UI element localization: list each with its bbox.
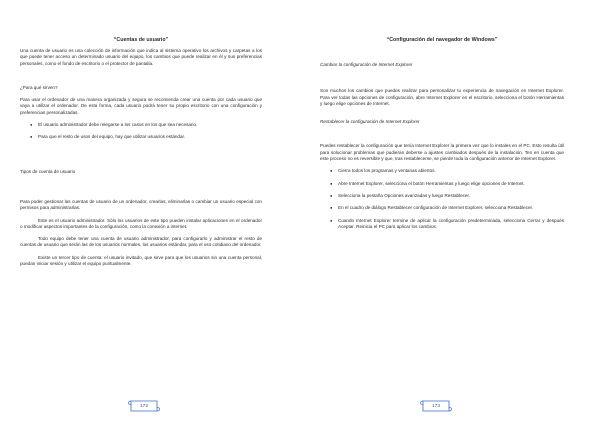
list-item: ● Cierra todos los programas y ventanas abiertos. xyxy=(331,168,564,174)
subheading-change-config: Cambiar la configuración de Internet Explorer xyxy=(320,62,413,67)
list-item: ● El usuario administrador debe relegarse a los casos en los que sea necesario. xyxy=(31,122,262,128)
list-item: ● Para que el resto de usos del equipo, hay que utilizar usuarios estándar. xyxy=(31,134,262,140)
subheading-reset-config: Restablecer la configuración de Internet Explorer xyxy=(320,119,420,125)
page-number-banner xyxy=(420,399,452,413)
page-title: “Configuración del navegador de Windows” xyxy=(386,37,498,43)
list-item: ● Cuando Internet Explorer termine de aplicar la configuración predeterminada, selecciona Cerrar y después Aceptar. Reinicia el PC para aplicar los cambios. xyxy=(331,218,564,231)
question-heading: ¿Para qué sirven? xyxy=(20,84,58,90)
intro-paragraph: Una cuenta de usuario es una colección de información que indica al sistema operativo los archivos y carpetas a los que puede tener acceso un determinado usuario del equipo, los cambios que puede realizar en él y sus preferencias personales, como el fondo de escritorio o el protector de pantalla. xyxy=(20,48,262,66)
page-title: “Cuentas de usuario” xyxy=(113,37,169,43)
left-page xyxy=(20,0,262,424)
recommendation-list xyxy=(20,122,262,141)
list-item: ● Abre Internet Explorer, selecciona el botón Herramientas y luego elige opciones de Internet. xyxy=(331,181,564,187)
left-page-body xyxy=(20,48,262,267)
right-page-body xyxy=(320,48,564,230)
reset-config-paragraph: Puedes restablecer la configuración que tenía Internet Explorer la primera vez que lo instales en el PC. Esto resulta útil para solucionar problemas que pudieran deberse a ajustes cambiados después de la instalación. Ten en cuenta que este proceso no es reversible y que, tras restablecerse, se pierde toda la configuración anterior de Internet Explorer. xyxy=(320,143,564,162)
types-intro-paragraph: Para poder gestionar las cuentas de usuario de un ordenador, crearlas, eliminarlas o cambiar un usuario especial con permisos para administrarlas. xyxy=(20,198,262,211)
section-heading: Tipos de cuenta de usuario xyxy=(20,168,76,174)
purpose-paragraph: Para usar el ordenador de una manera organizada y segura se recomienda crear una cuenta por cada usuario que vaya a utilizar el ordenador. De esta forma, cada usuario podrá tener su propio escritorio con una configuración y preferencias personalizadas. xyxy=(20,97,262,115)
admin-paragraph: Este es el usuario administrador. Sólo los usuarios de este tipo pueden instalar aplicaciones en el ordenador o modificar aspectos importantes de la configuración, como la conexión a internet. xyxy=(20,217,262,229)
right-page xyxy=(320,0,564,424)
guest-paragraph: Existe un tercer tipo de cuenta: el usuario invitado, que sirve para que los usuarios sin una cuenta personal, puedan iniciar sesión y utilizar el equipo puntualmente. xyxy=(20,254,262,267)
reset-steps-list xyxy=(320,168,564,230)
list-item: ● Selecciona la pestaña Opciones avanzadas y luego Restablecer. xyxy=(331,193,564,199)
standard-paragraph: Todo equipo debe tener una cuenta de usuario administrador, para configurarlo y administrar el resto de cuentas de usuario que serán las de los usuarios normales, los usuarios estándar, para el uso cotidiano del ordenador. xyxy=(20,236,262,248)
list-item: ● En el cuadro de diálogo Restablecer configuración de Internet Explorer, selecciona Restablecer. xyxy=(331,205,564,211)
change-config-paragraph: Son muchos los cambios que puedes realizar para personalizar tu experiencia de navegación en Internet Explorer. Para ver todas las opciones de configuración, abre Internet Explorer en el escritorio, selecciona el botón Herramientas y luego elige opciones de Internet. xyxy=(320,88,564,106)
page-number-banner xyxy=(128,399,160,413)
page-number: 172 xyxy=(139,404,148,409)
page-number: 173 xyxy=(431,404,440,409)
